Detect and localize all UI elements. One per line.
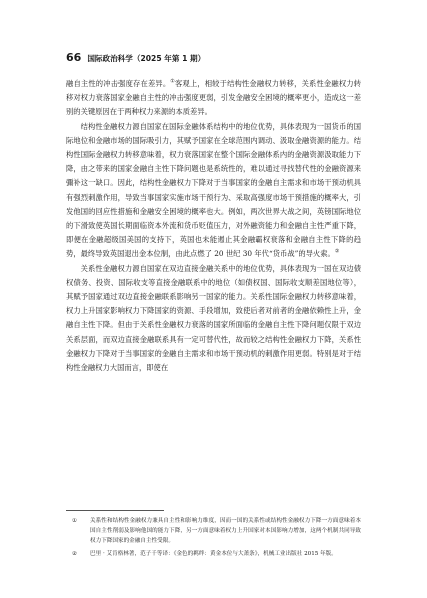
paragraph-structural-power	[66, 120, 361, 262]
footnote	[66, 549, 361, 559]
footnote-mark: ②	[72, 550, 78, 557]
page-header	[66, 51, 361, 65]
footnote-ref[interactable]: ①	[170, 78, 175, 85]
paragraph-text: 融自主性的冲击强度存在差异。	[66, 79, 171, 88]
paragraph-text: 关系性金融权力源自国家在双边直接金融关系中的地位优势，具体表现为一国在双边债权债务、投资、国际收支等直接金融联系中的地位（如债权国、国际收支顺差国地位等），其赋予国家通过双边直接金融联系影响另一国家的能力。关系性国际金融权力转移意味着，权力上升国家影响权力下降国家的资源、手段增加，致使后者对前者的金融依赖性上升，金融自主性下降。但由于关系性金融权力衰落的国家所面临的金融自主性下降问题仅限于双边关系层面，而双边直接金融联系具有一定可替代性，故而较之结构性金融权力下降，关系性金融权力下降对于当事国家的金融自主需求和市场干预动机的刺激作用更弱。特别是对于结构性金融权力大国而言，即使在	[66, 263, 361, 373]
footnote-mark: ①	[72, 518, 78, 524]
paragraph-text: 客观上，相较于结构性金融权力转移，关系性金融权力转移对权力衰落国家金融自主性的冲击强度更弱，引发金融安全困境的概率更小，造成这一差别的关键原因在于两种权力来源的本质差异。	[66, 79, 362, 117]
page-number: 66	[66, 51, 82, 64]
body-text	[66, 77, 361, 375]
footnote-text: 巴里 · 艾肯格林著，范子千等译：《金色的羁绊：黄金本位与大萧条》，机械工业出版社 2015 年版。	[90, 550, 337, 557]
paragraph-continued	[66, 77, 361, 120]
footnote-ref[interactable]: ②	[334, 249, 340, 256]
footnote	[66, 516, 361, 547]
journal-title: 国际政治科学（2025 年第 1 期）	[87, 54, 206, 63]
footnote-divider	[66, 510, 164, 511]
paragraph-relational-power	[66, 262, 361, 376]
footnote-text: 关系性和结构性金融权力兼具自主性和影响力维度，因而一国的关系性或结构性金融权力下降一方面意味着本国自主性削弱及影响他国的能力下降，另一方面意味着权力上升国家对本国影响力增加，这两个机制共同导致权力下降国家的金融自主性受限。	[90, 518, 361, 545]
paragraph-text: 结构性金融权力源自国家在国际金融体系结构中的地位优势，具体表现为一国货币的国际地位和金融市场的国际吸引力，其赋予国家在全球范围内调动、汲取金融资源的能力。结构性国际金融权力转移意味着，权力衰落国家在整个国际金融体系内的金融资源汲取能力下降，由之带来的国家金融自主性下降问题也是系统性的，难以通过寻找替代性的金融资源来彌补这一缺口。因此，结构性金融权力下降对于当事国家的金融自主需求和市场干预动机具有强烈刺激作用，导致当事国家实施市场干预行为、采取高强度市场干预措施的概率大，引发他国的回应性措施和金融安全困境的概率也大。例如，两次世界大战之间，英镑国际地位的下滑致使英国长期面临资本外流和货币贬值压力，对外融资能力和金融自主性严重下降，即便在金融超级国美国的支持下，英国也未能遏止其金融霸权衰落和金融自主性下降的趋势，最终导致英国退出金本位制，由此点燃了 20 世纪 30 年代“货币战”的导火索。	[66, 121, 361, 259]
footnotes	[66, 516, 361, 561]
